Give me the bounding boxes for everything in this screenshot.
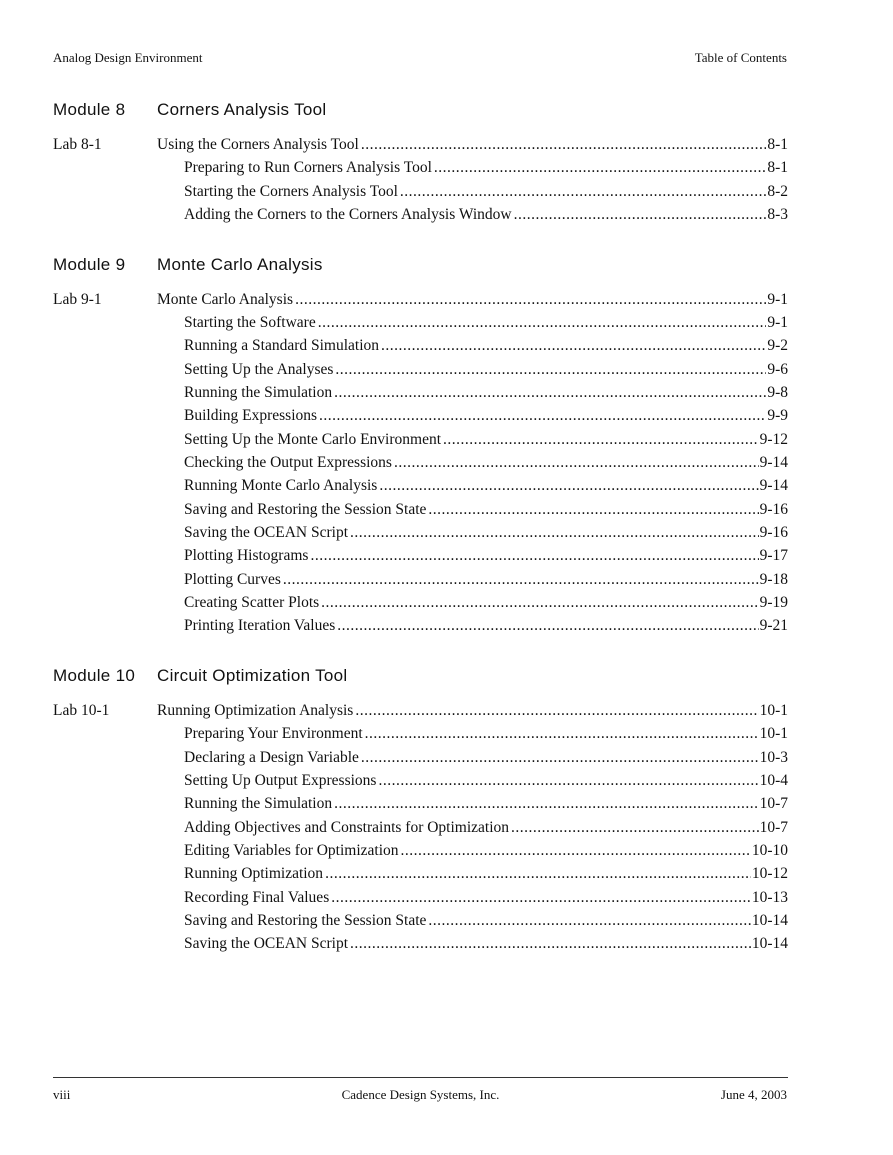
toc-entry-title: Saving and Restoring the Session State — [184, 501, 427, 518]
lab-title: Using the Corners Analysis Tool — [157, 136, 359, 153]
dot-leader — [378, 772, 758, 790]
toc-entry[interactable] — [53, 819, 788, 841]
toc-entry[interactable] — [53, 865, 788, 887]
dot-leader — [331, 889, 751, 907]
toc-entry-title: Saving the OCEAN Script — [184, 524, 349, 541]
toc-entry[interactable] — [53, 384, 788, 406]
page-number: 10-13 — [751, 889, 788, 906]
toc-entry[interactable] — [53, 361, 788, 383]
toc-entry-title: Running the Simulation — [184, 384, 333, 401]
dot-leader — [355, 702, 758, 720]
page-number: 9-21 — [759, 617, 788, 634]
module-heading — [53, 100, 788, 122]
toc-entry[interactable] — [53, 725, 788, 747]
module-number: Module 8 — [53, 100, 126, 119]
dot-leader — [381, 337, 766, 355]
page-number: 8-3 — [767, 206, 788, 223]
footer-page-number: viii — [53, 1087, 71, 1102]
toc-entry-title: Saving the OCEAN Script — [184, 935, 349, 952]
toc-entry[interactable] — [53, 842, 788, 864]
page-number: 9-16 — [759, 501, 788, 518]
toc-entry-title: Plotting Histograms — [184, 547, 309, 564]
page-number: 10-7 — [759, 795, 788, 812]
page-number: 9-16 — [759, 524, 788, 541]
dot-leader — [310, 547, 758, 565]
toc-entry[interactable] — [53, 772, 788, 794]
page-number: 10-1 — [759, 702, 788, 719]
dot-leader — [350, 524, 759, 542]
toc-lab-entry[interactable] — [53, 702, 788, 724]
footer-publisher: Cadence Design Systems, Inc. — [341, 1087, 500, 1102]
module-number: Module 9 — [53, 255, 126, 274]
page-number: 10-14 — [751, 912, 788, 929]
lab-id: Lab 10-1 — [53, 702, 110, 719]
page-number: 8-2 — [767, 183, 788, 200]
dot-leader — [394, 454, 759, 472]
toc-entry[interactable] — [53, 524, 788, 546]
dot-leader — [511, 819, 759, 837]
dot-leader — [428, 912, 750, 930]
toc-entry-title: Building Expressions — [184, 407, 318, 424]
dot-leader — [318, 314, 767, 332]
toc-entry-title: Plotting Curves — [184, 571, 281, 588]
toc-entry[interactable] — [53, 431, 788, 453]
toc-entry[interactable] — [53, 547, 788, 569]
dot-leader — [379, 477, 758, 495]
toc-entry-title: Printing Iteration Values — [184, 617, 336, 634]
dot-leader — [337, 617, 758, 635]
dot-leader — [283, 571, 759, 589]
page-number: 9-1 — [767, 314, 788, 331]
toc-entry-title: Preparing Your Environment — [184, 725, 363, 742]
toc-entry[interactable] — [53, 912, 788, 934]
page-number: 8-1 — [767, 159, 788, 176]
page-number: 10-14 — [751, 935, 788, 952]
toc-entry-title: Adding the Corners to the Corners Analysis Window — [184, 206, 512, 223]
page-number: 9-12 — [759, 431, 788, 448]
toc-entry[interactable] — [53, 159, 788, 181]
page-number: 9-18 — [759, 571, 788, 588]
module-number: Module 10 — [53, 666, 136, 685]
toc-entry-title: Recording Final Values — [184, 889, 330, 906]
page-number: 9-14 — [759, 454, 788, 471]
toc-entry-title: Creating Scatter Plots — [184, 594, 320, 611]
dot-leader — [365, 725, 759, 743]
running-header-right: Table of Contents — [694, 50, 787, 65]
module-title: Corners Analysis Tool — [157, 100, 327, 119]
toc-entry-title: Running Monte Carlo Analysis — [184, 477, 378, 494]
toc-entry[interactable] — [53, 501, 788, 523]
lab-title: Monte Carlo Analysis — [157, 291, 294, 308]
module-title: Monte Carlo Analysis — [157, 255, 323, 274]
dot-leader — [319, 407, 766, 425]
module-title: Circuit Optimization Tool — [157, 666, 348, 685]
page-number: 10-4 — [759, 772, 788, 789]
toc-entry[interactable] — [53, 889, 788, 911]
toc-entry-title: Starting the Corners Analysis Tool — [184, 183, 398, 200]
toc-entry-title: Starting the Software — [184, 314, 316, 331]
toc-entry[interactable] — [53, 571, 788, 593]
footer-rule — [53, 1077, 788, 1078]
toc-entry-title: Preparing to Run Corners Analysis Tool — [184, 159, 432, 176]
dot-leader — [295, 291, 766, 309]
lab-id: Lab 8-1 — [53, 136, 102, 153]
page-number: 9-19 — [759, 594, 788, 611]
toc-entry[interactable] — [53, 314, 788, 336]
toc-entry-title: Running Optimization — [184, 865, 324, 882]
module-heading — [53, 666, 788, 688]
toc-lab-entry[interactable] — [53, 136, 788, 158]
page-number: 10-7 — [759, 819, 788, 836]
toc-entry[interactable] — [53, 617, 788, 639]
toc-lab-entry[interactable] — [53, 291, 788, 313]
dot-leader — [400, 183, 766, 201]
toc-entry[interactable] — [53, 337, 788, 359]
module-heading — [53, 255, 788, 277]
dot-leader — [350, 935, 751, 953]
dot-leader — [401, 842, 751, 860]
dot-leader — [325, 865, 751, 883]
page-number: 10-12 — [751, 865, 788, 882]
toc-entry[interactable] — [53, 407, 788, 429]
toc-entry[interactable] — [53, 206, 788, 228]
dot-leader — [428, 501, 758, 519]
dot-leader — [361, 749, 759, 767]
page-number: 9-9 — [767, 407, 788, 424]
toc-entry-title: Adding Objectives and Constraints for Optimization — [184, 819, 510, 836]
toc-entry[interactable] — [53, 795, 788, 817]
toc-entry[interactable] — [53, 477, 788, 499]
page-number: 9-8 — [767, 384, 788, 401]
page-number: 10-3 — [759, 749, 788, 766]
dot-leader — [335, 361, 766, 379]
page-number: 8-1 — [767, 136, 788, 153]
page-number: 10-1 — [759, 725, 788, 742]
toc-entry[interactable] — [53, 454, 788, 476]
footer-date: June 4, 2003 — [720, 1087, 787, 1102]
dot-leader — [334, 795, 758, 813]
page-number: 9-14 — [759, 477, 788, 494]
toc-entry[interactable] — [53, 749, 788, 771]
dot-leader — [334, 384, 766, 402]
dot-leader — [514, 206, 767, 224]
toc-entry-title: Checking the Output Expressions — [184, 454, 392, 471]
toc-entry[interactable] — [53, 183, 788, 205]
toc-entry[interactable] — [53, 594, 788, 616]
page-number: 9-1 — [767, 291, 788, 308]
toc-entry-title: Setting Up Output Expressions — [184, 772, 377, 789]
lab-id: Lab 9-1 — [53, 291, 102, 308]
dot-leader — [321, 594, 758, 612]
lab-title: Running Optimization Analysis — [157, 702, 354, 719]
toc-entry-title: Running the Simulation — [184, 795, 333, 812]
running-header-left: Analog Design Environment — [53, 50, 203, 65]
toc-entry-title: Saving and Restoring the Session State — [184, 912, 427, 929]
toc-entry-title: Editing Variables for Optimization — [184, 842, 399, 859]
page-number: 10-10 — [751, 842, 788, 859]
toc-entry-title: Declaring a Design Variable — [184, 749, 359, 766]
dot-leader — [443, 431, 759, 449]
toc-entry[interactable] — [53, 935, 788, 957]
page-number: 9-2 — [767, 337, 788, 354]
dot-leader — [361, 136, 766, 154]
toc-entry-title: Running a Standard Simulation — [184, 337, 380, 354]
page-number: 9-6 — [767, 361, 788, 378]
toc-entry-title: Setting Up the Monte Carlo Environment — [184, 431, 442, 448]
page-number: 9-17 — [759, 547, 788, 564]
dot-leader — [434, 159, 766, 177]
toc-entry-title: Setting Up the Analyses — [184, 361, 334, 378]
